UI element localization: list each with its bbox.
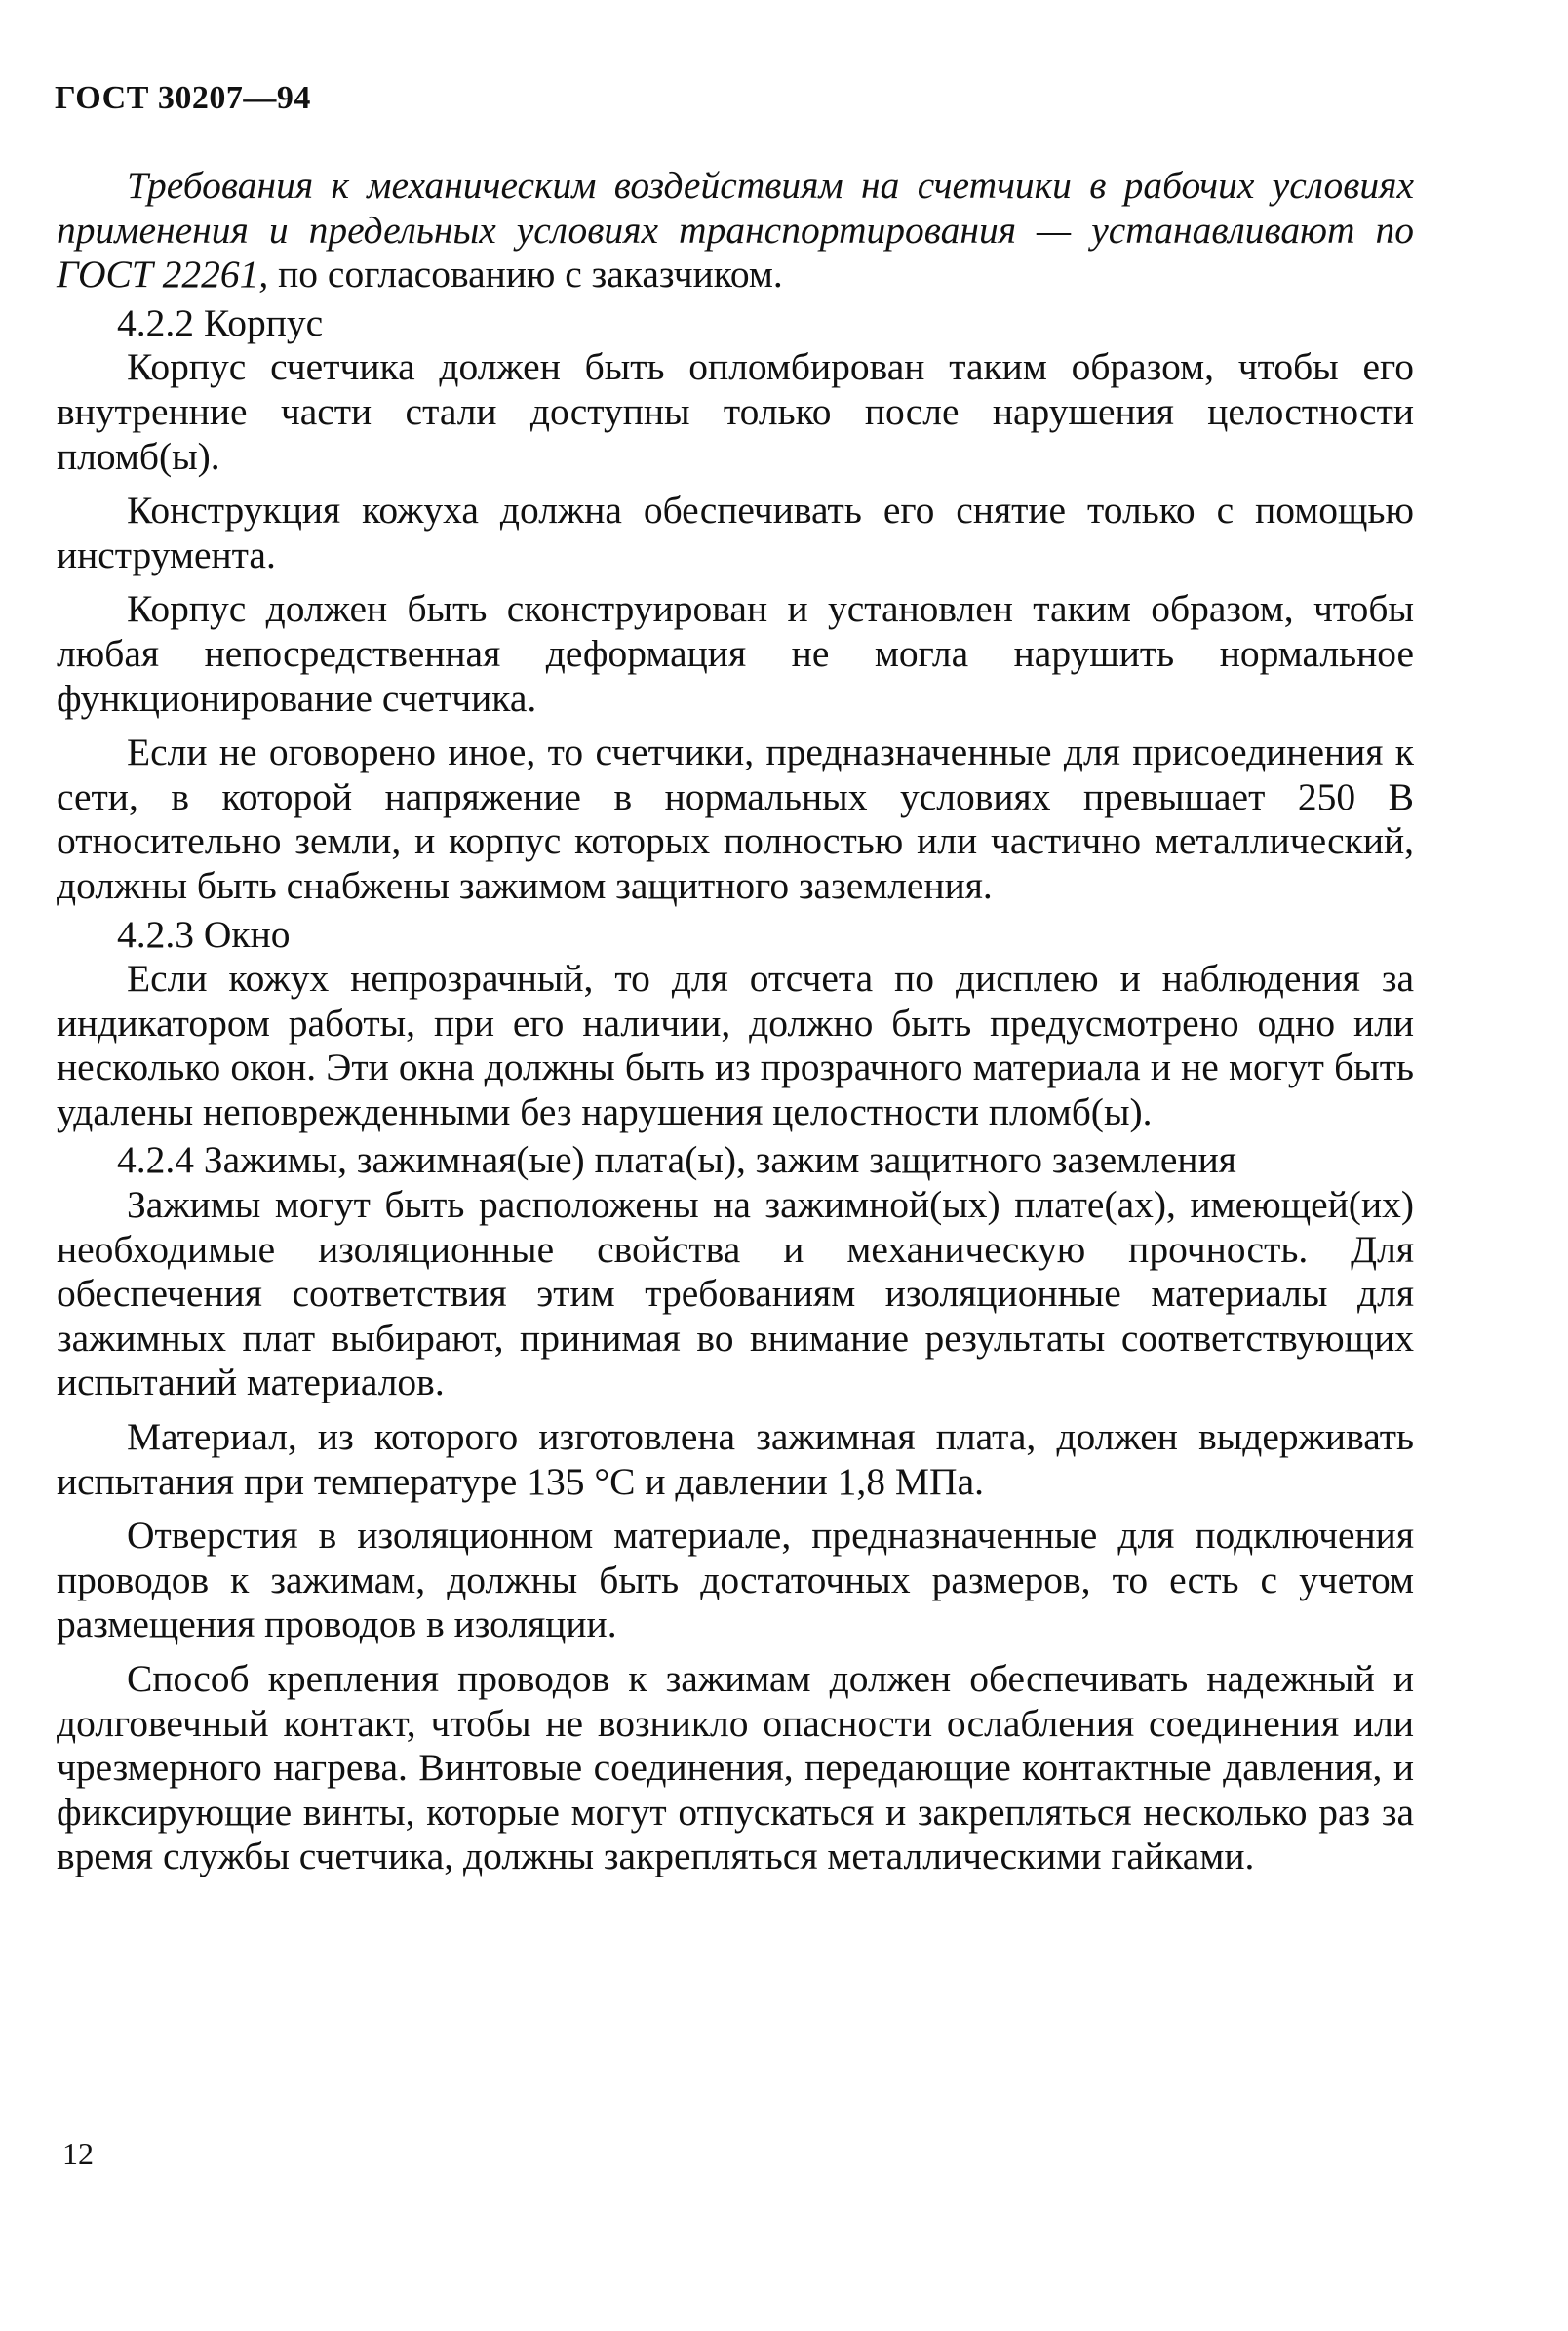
paragraph-window: Если кожух непрозрачный, то для отсчета по дисплею и наблюдения за индикатором работы, при его наличии, должно быть предусмотрено одно или несколько окон. Эти окна должны быть из прозрачного материала и не могут быть удалены неповрежденными без нарушения целостности пломб(ы). <box>57 957 1414 1133</box>
paragraph-insulation-holes: Отверстия в изоляционном материале, предназначенные для подключения проводов к зажимам, должны быть достаточных размеров, то есть с учетом размещения проводов в изоляции. <box>57 1514 1414 1646</box>
paragraph-italic-part: Требования к механическим воздействиям на счетчики в рабочих условиях применения и предельных условиях транспортирования — устанавливают по ГОСТ 22261, <box>57 164 1414 296</box>
paragraph-protective-earthing: Если не оговорено иное, то счетчики, предназначенные для присоединения к сети, в которой напряжение в нормальных условиях превышает 250 В относительно земли, и корпус которых полностью или частично металлический, должны быть снабжены зажимом защитного заземления. <box>57 731 1414 907</box>
paragraph-wire-fastening: Способ крепления проводов к зажимам должен обеспечивать надежный и долговечный контакт, чтобы не возникло опасности ослабления соединения или чрезмерного нагрева. Винтовые соединения, передающие контактные давления, и фиксирующие винты, которые могут отпускаться и закрепляться несколько раз за время службы счетчика, должны закрепляться металлическими гайками. <box>57 1657 1414 1878</box>
document-body <box>57 164 1414 1879</box>
paragraph-mechanical-requirements <box>57 164 1414 297</box>
document-header: ГОСТ 30207—94 <box>55 80 311 116</box>
page-number: 12 <box>62 2136 94 2171</box>
section-heading-4-2-2: 4.2.2 Корпус <box>117 300 324 344</box>
paragraph-terminal-material: Материал, из которого изготовлена зажимная плата, должен выдерживать испытания при температуре 135 °С и давлении 1,8 МПа. <box>57 1415 1414 1503</box>
paragraph-terminals: Зажимы могут быть расположены на зажимной(ых) плате(ах), имеющей(их) необходимые изоляционные свойства и механическую прочность. Для обеспечения соответствия этим требованиям изоляционные материалы для зажимных плат выбирают, принимая во внимание результаты соответствующих испытаний материалов. <box>57 1183 1414 1404</box>
section-heading-4-2-4: 4.2.4 Зажимы, зажимная(ые) плата(ы), зажим защитного заземления <box>117 1138 1236 1182</box>
section-heading-4-2-3: 4.2.3 Окно <box>117 912 291 956</box>
paragraph-cover-removal: Конструкция кожуха должна обеспечивать его снятие только с помощью инструмента. <box>57 489 1414 576</box>
paragraph-normal-part: по согласованию с заказчиком. <box>268 253 783 296</box>
paragraph-housing-seal: Корпус счетчика должен быть опломбирован таким образом, чтобы его внутренние части стали доступны только после нарушения целостности пломб(ы). <box>57 345 1414 478</box>
paragraph-housing-deformation: Корпус должен быть сконструирован и установлен таким образом, чтобы любая непосредственная деформация не могла нарушить нормальное функционирование счетчика. <box>57 587 1414 720</box>
